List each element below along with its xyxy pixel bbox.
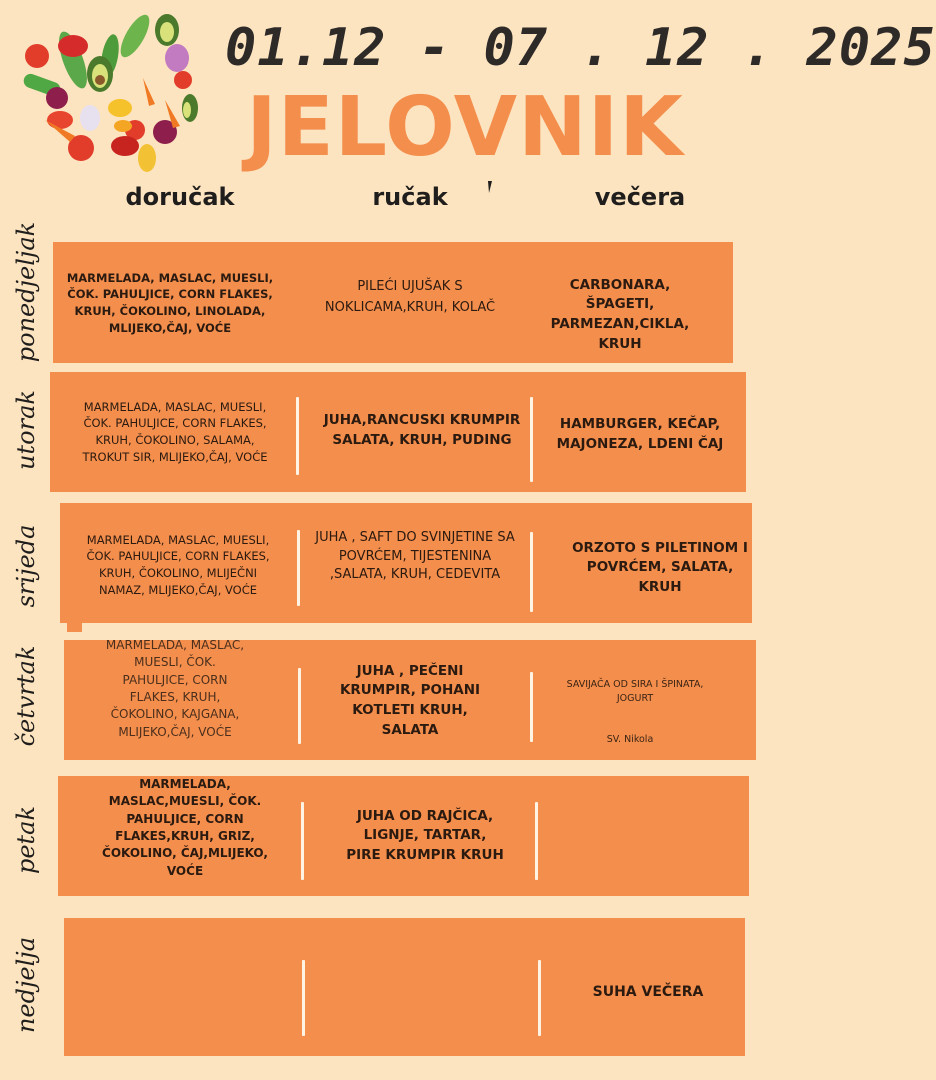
day-label-thursday: četvrtak — [12, 645, 40, 747]
wednesday-dinner: ORZOTO S PILETINOM I POVRĆEM, SALATA, KRUH — [572, 539, 748, 595]
day-label-wednesday: srijeda — [12, 524, 40, 608]
monday-lunch: PILEĆI UJUŠAK S NOKLICAMA,KRUH, KOLAČ — [324, 279, 496, 315]
apostrophe-mark — [486, 178, 494, 190]
column-divider — [302, 960, 305, 1036]
column-divider — [530, 397, 533, 482]
date-range: 01.12 - 07 . 12 . 2025 — [225, 18, 936, 78]
monday-breakfast: MARMELADA, MASLAC, MUESLI, ČOK. PAHULJICE, CORN FLAKES, KRUH, ČOKOLINO, LINOLADA, MLIJEKO,ČAJ, VOĆE — [66, 270, 274, 335]
thursday-dinner-note: SV. Nikola — [606, 734, 654, 745]
column-divider — [530, 532, 533, 612]
day-label-monday: ponedjeljak — [12, 221, 40, 363]
day-label-tuesday: utorak — [12, 390, 40, 470]
friday-dinner — [545, 800, 735, 876]
sunday-breakfast — [80, 940, 280, 1040]
wednesday-breakfast: MARMELADA, MASLAC, MUESLI, ČOK. PAHULJICE, CORN FLAKES, KRUH, ČOKOLINO, MLIJEČNI NAMAZ, MLIJEKO,ČAJ, VOĆE — [86, 532, 270, 597]
column-divider — [297, 530, 300, 606]
column-divider — [298, 668, 301, 744]
column-header-breakfast: doručak — [125, 183, 235, 211]
tuesday-lunch: JUHA,RANCUSKI KRUMPIR SALATA, KRUH, PUDING — [323, 412, 521, 448]
friday-lunch: JUHA OD RAJČICA, LIGNJE, TARTAR, PIRE KRUMPIR KRUH — [346, 807, 504, 863]
vegetable-heart-icon — [15, 8, 197, 180]
thursday-breakfast: MARMELADA, MASLAC, MUESLI, ČOK. PAHULJICE, CORN FLAKES, KRUH, ČOKOLINO, KAJGANA, MLIJEKO,ČAJ, VOĆE — [105, 637, 245, 739]
thursday-dinner: SAVIJAČA OD SIRA I ŠPINATA, JOGURT — [566, 679, 704, 704]
sunday-lunch — [320, 940, 520, 1040]
band-tab — [67, 620, 82, 632]
wednesday-lunch: JUHA , SAFT DO SVINJETINE SA POVRĆEM, TIJESTENINA ,SALATA, KRUH, CEDEVITA — [315, 529, 515, 583]
monday-dinner: CARBONARA, ŠPAGETI, PARMEZAN,CIKLA, KRUH — [550, 276, 690, 352]
tuesday-dinner: HAMBURGER, KEČAP, MAJONEZA, LDENI ČAJ — [556, 416, 724, 452]
column-header-lunch: ručak — [372, 183, 448, 211]
sunday-dinner: SUHA VEČERA — [592, 983, 704, 1000]
column-divider — [301, 802, 304, 880]
column-divider — [296, 397, 299, 475]
day-label-friday: petak — [12, 805, 40, 875]
thursday-lunch: JUHA , PEČENI KRUMPIR, POHANI KOTLETI KRUH, SALATA — [339, 662, 481, 738]
column-divider — [538, 960, 541, 1036]
column-divider — [530, 672, 533, 742]
tuesday-breakfast: MARMELADA, MASLAC, MUESLI, ČOK. PAHULJICE, CORN FLAKES, KRUH, ČOKOLINO, SALAMA, TROKUT SIR, MLIJEKO,ČAJ, VOĆE — [82, 399, 268, 464]
column-header-dinner: večera — [594, 183, 686, 211]
day-label-sunday: nedjelja — [12, 936, 40, 1034]
friday-breakfast: MARMELADA, MASLAC,MUESLI, ČOK. PAHULJICE, CORN FLAKES,KRUH, GRIZ, ČOKOLINO, ČAJ,MLIJEKO, VOĆE — [102, 776, 268, 878]
column-divider — [535, 802, 538, 880]
page-title: JELOVNIK — [246, 80, 684, 175]
